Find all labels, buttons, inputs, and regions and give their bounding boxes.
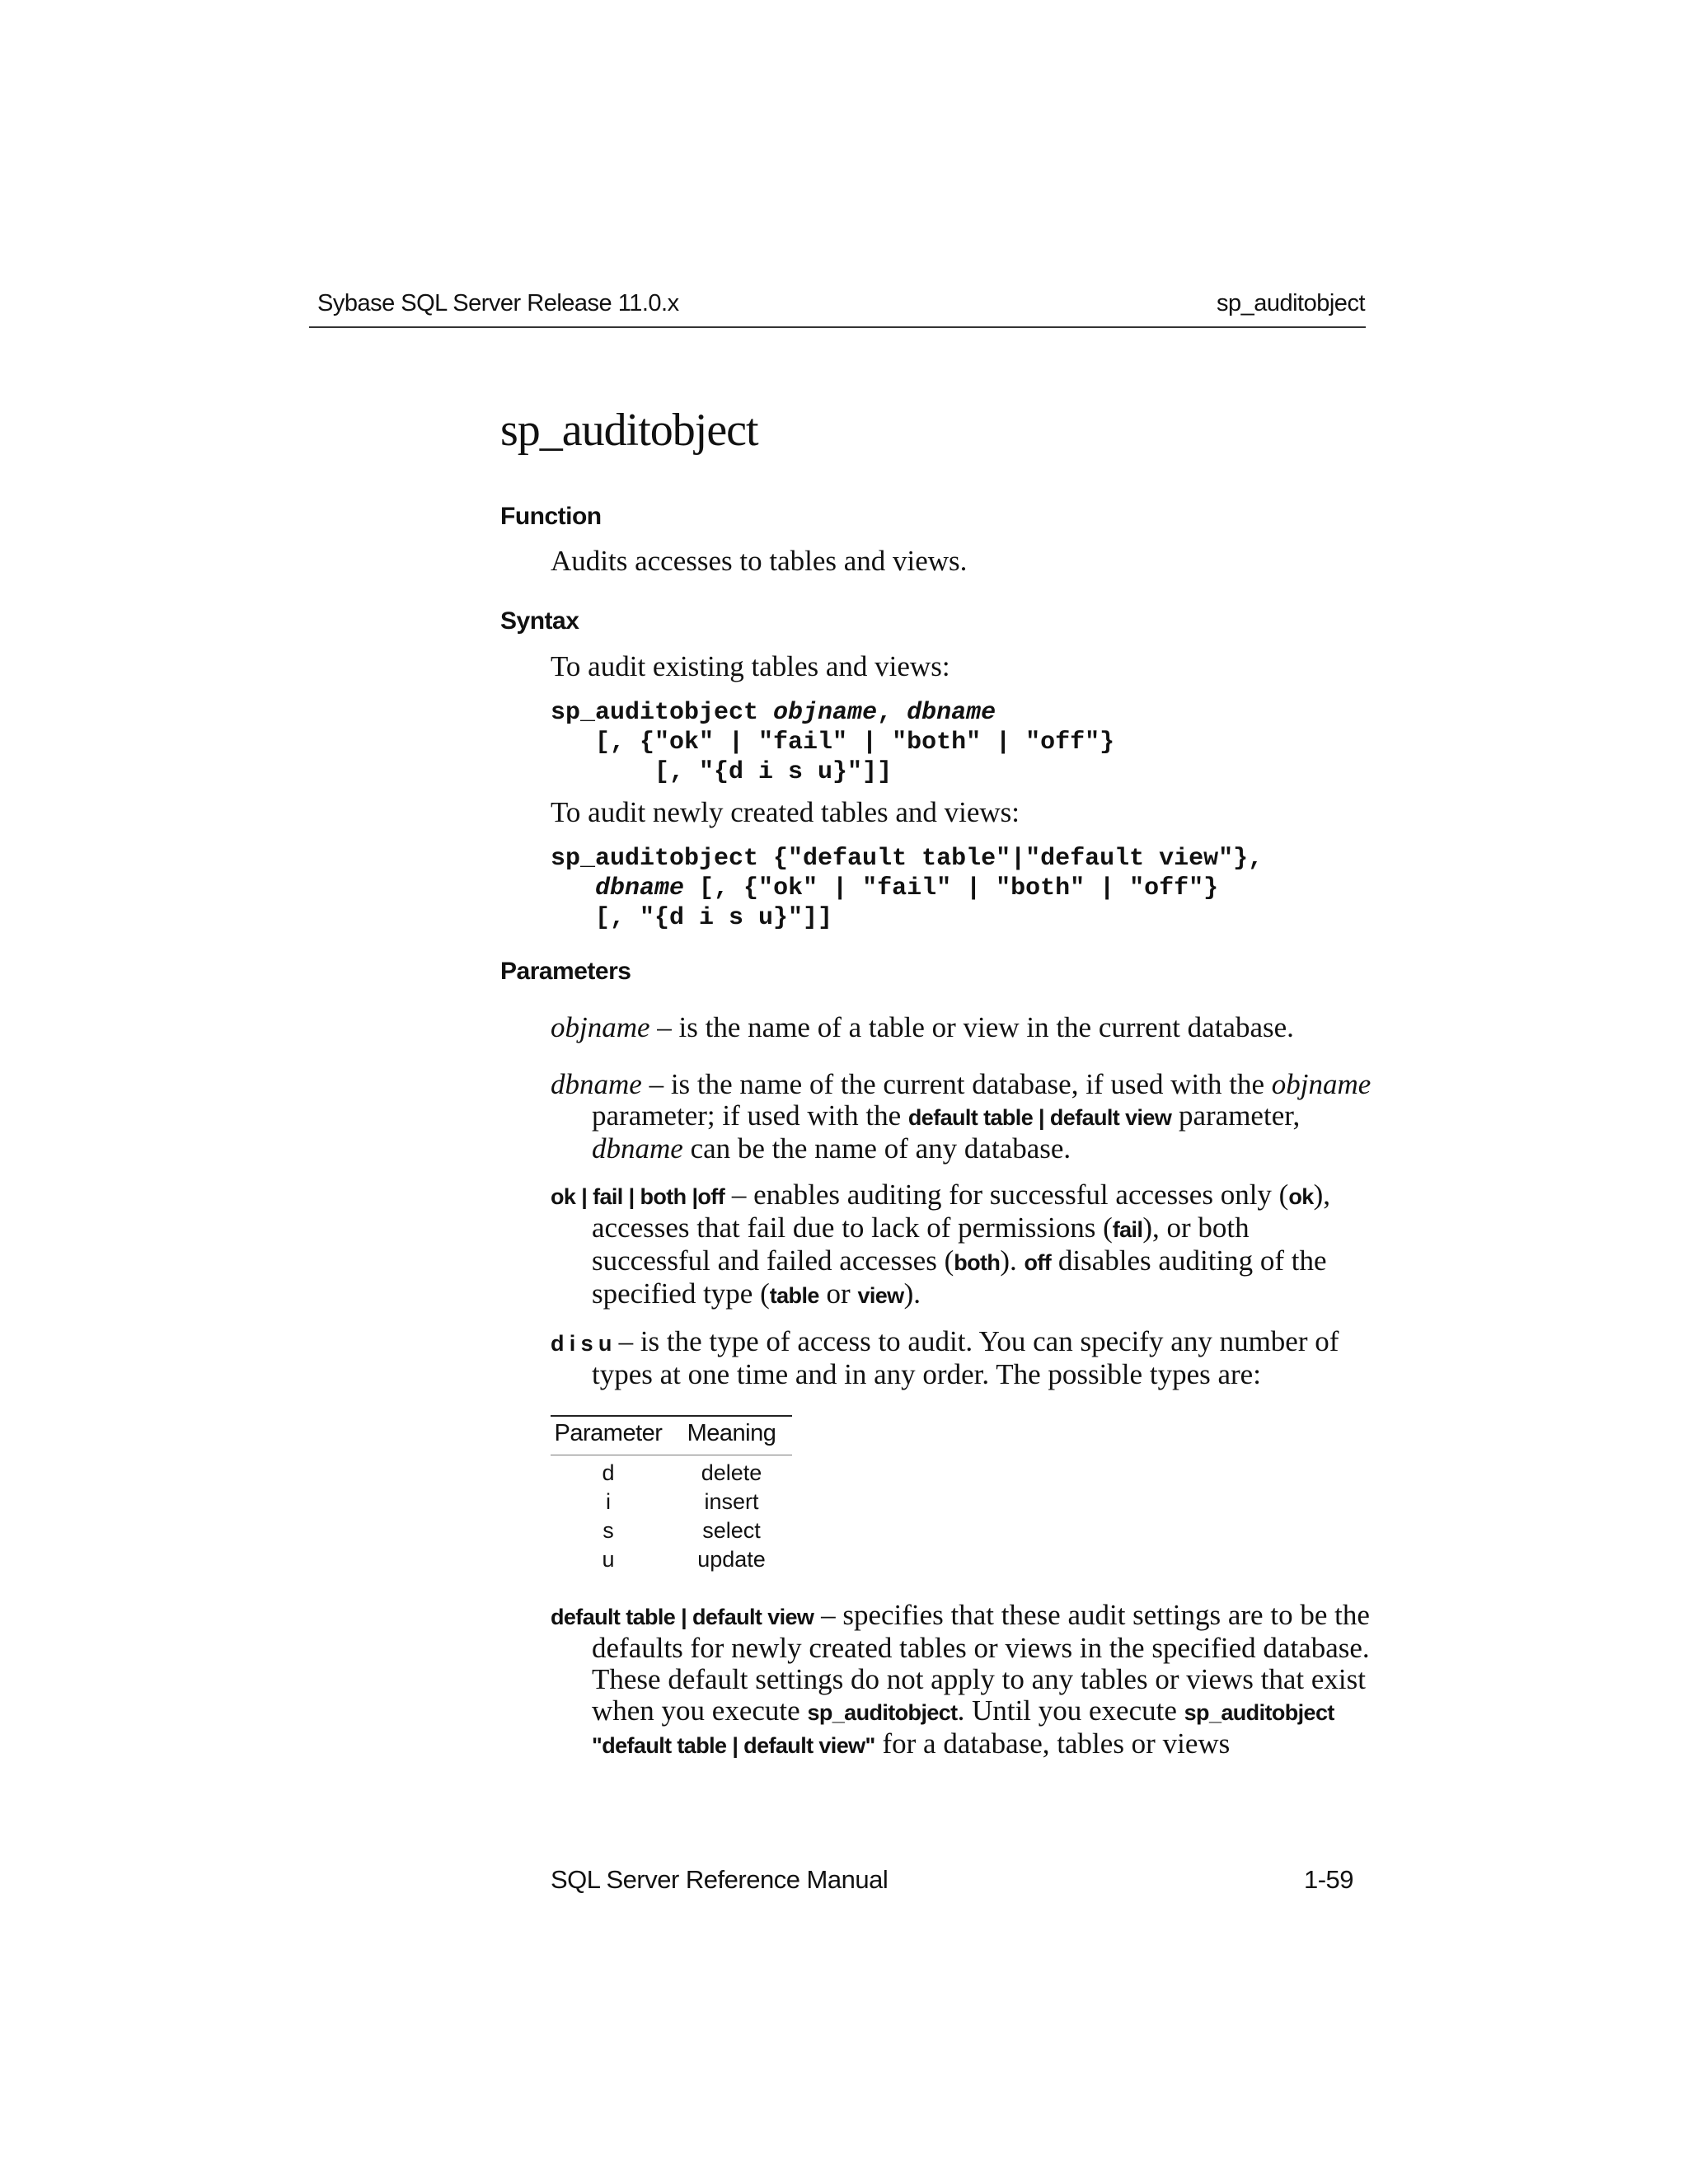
syntax-intro-existing: To audit existing tables and views:	[551, 650, 950, 682]
param-text: ), accesses that fail due to lack of permissions (	[592, 1179, 1331, 1244]
header-rule	[309, 326, 1366, 328]
keyword: sp_auditobject	[807, 1700, 958, 1725]
param-term: dbname	[551, 1068, 642, 1100]
keyword: default table	[907, 1105, 1034, 1130]
keyword: off	[1024, 1250, 1052, 1275]
keyword: sp_auditobject "default table | default view"	[592, 1700, 1334, 1758]
keyword: ok	[551, 1184, 576, 1209]
table-header-parameter: Parameter	[554, 1420, 663, 1446]
param-text: parameter,	[1171, 1099, 1301, 1132]
syntax-heading: Syntax	[500, 607, 579, 635]
keyword: default view	[692, 1605, 814, 1629]
code-sep: ,	[877, 699, 907, 727]
keyword: view	[857, 1283, 904, 1308]
param-ok-fail-both-off	[551, 1179, 1375, 1311]
table-header-meaning: Meaning	[687, 1420, 776, 1446]
page-number: 1-59	[1303, 1865, 1353, 1894]
param-text: parameter; if used with the	[592, 1099, 908, 1132]
keyword-separator: |	[686, 1184, 698, 1209]
param-text: – specifies that these audit settings are to be the defaults for newly created tables or views in the specified database. These default settings do not apply to any tables or views that exist when you execute	[592, 1599, 1370, 1727]
param-dbname	[551, 1069, 1375, 1165]
param-text: . Until you execute	[957, 1694, 1184, 1727]
table-cell-parameter: d	[602, 1460, 615, 1485]
keyword: both	[954, 1250, 1001, 1275]
keyword: d i s u	[551, 1331, 612, 1356]
table-top-rule	[551, 1415, 792, 1417]
keyword: default view	[1049, 1105, 1172, 1130]
code-indent	[551, 874, 595, 902]
keyword: fail	[1112, 1217, 1143, 1242]
table-cell-meaning: update	[697, 1547, 766, 1572]
table-cell-meaning: insert	[704, 1489, 759, 1514]
code-arg: dbname	[907, 699, 996, 727]
table-cell-meaning: select	[702, 1518, 761, 1543]
function-text: Audits accesses to tables and views.	[551, 545, 968, 577]
code-arg: dbname	[595, 874, 685, 902]
keyword: off	[697, 1184, 725, 1209]
param-term-ref: dbname	[592, 1132, 683, 1165]
param-text: disables auditing of the specified type (	[592, 1244, 1327, 1310]
running-header-right: sp_auditobject	[1216, 290, 1365, 316]
syntax-code-existing	[551, 698, 1114, 787]
syntax-code-new	[551, 844, 1263, 933]
parameters-heading: Parameters	[500, 958, 631, 985]
keyword-separator: |	[575, 1184, 593, 1209]
param-term-ref: objname	[1271, 1068, 1372, 1100]
param-disu	[551, 1326, 1375, 1390]
param-term: objname	[551, 1011, 650, 1043]
param-text: or	[818, 1277, 858, 1310]
table-cell-parameter: i	[606, 1489, 611, 1514]
keyword: table	[769, 1283, 819, 1308]
footer-manual-title: SQL Server Reference Manual	[551, 1865, 889, 1894]
code-line: [, "{d i s u}"]]	[551, 904, 833, 932]
keyword: default table	[551, 1605, 676, 1629]
param-objname	[551, 1012, 1375, 1043]
code-line: [, "{d i s u}"]]	[551, 758, 893, 786]
function-heading: Function	[500, 503, 602, 530]
keyword-separator: |	[675, 1605, 692, 1629]
keyword: both	[640, 1184, 687, 1209]
code-line: [, {"ok" | "fail" | "both" | "off"}	[551, 729, 1115, 757]
param-text: for a database, tables or views	[874, 1727, 1231, 1760]
param-text: ), or both successful and failed accesses (	[592, 1212, 1250, 1277]
code-line: sp_auditobject	[551, 699, 774, 727]
page-title: sp_auditobject	[500, 405, 758, 456]
param-text: can be the name of any database.	[682, 1132, 1071, 1165]
keyword: fail	[593, 1184, 623, 1209]
code-arg: objname	[773, 699, 878, 727]
param-default	[551, 1600, 1375, 1761]
param-text: – enables auditing for successful accesses only (	[724, 1179, 1289, 1211]
param-text: – is the name of the current database, if used with the	[641, 1068, 1272, 1100]
table-cell-meaning: delete	[701, 1460, 762, 1485]
code-line: sp_auditobject {"default table"|"default view"},	[551, 845, 1264, 873]
running-header-left: Sybase SQL Server Release 11.0.x	[317, 290, 679, 316]
param-text: – is the type of access to audit. You can specify any number of types at one time and in any order. The possible types are:	[592, 1325, 1339, 1390]
keyword-separator: |	[622, 1184, 640, 1209]
syntax-intro-new: To audit newly created tables and views:	[551, 796, 1020, 828]
table-cell-parameter: s	[603, 1518, 614, 1543]
keyword: ok	[1288, 1184, 1314, 1209]
keyword-separator: |	[1033, 1105, 1050, 1130]
param-text: ).	[1000, 1244, 1025, 1277]
param-desc: – is the name of a table or view in the current database.	[649, 1011, 1294, 1043]
table-cell-parameter: u	[602, 1547, 615, 1572]
param-text: ).	[903, 1277, 921, 1310]
code-line: [, {"ok" | "fail" | "both" | "off"}	[684, 874, 1219, 902]
